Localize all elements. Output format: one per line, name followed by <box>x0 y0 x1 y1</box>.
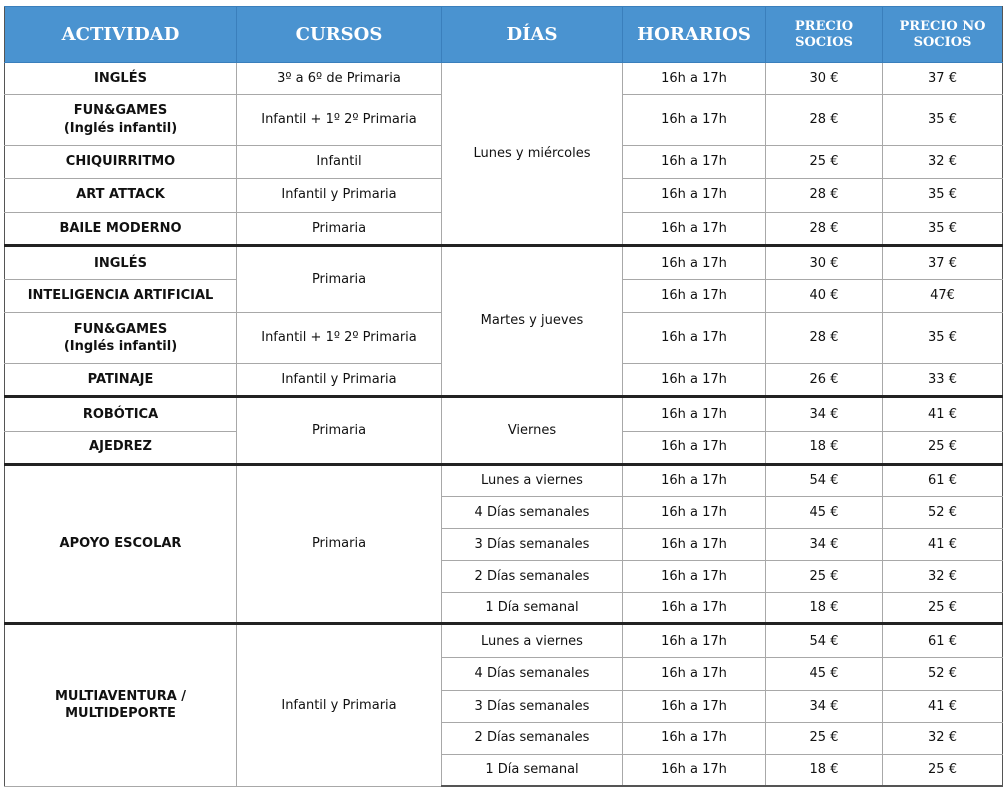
non-member-price-cell: 41 € <box>883 397 1003 432</box>
schedule-cell: 16h a 17h <box>623 246 766 280</box>
schedule-cell: 16h a 17h <box>623 529 766 561</box>
days-cell: Lunes a viernes <box>442 464 623 497</box>
schedule-cell: 16h a 17h <box>623 464 766 497</box>
schedule-cell: 16h a 17h <box>623 313 766 364</box>
activity-cell <box>5 313 237 364</box>
member-price-cell: 25 € <box>766 560 883 592</box>
member-price-cell: 30 € <box>766 246 883 280</box>
courses-cell: Infantil y Primaria <box>237 364 442 397</box>
member-price-cell: 34 € <box>766 397 883 432</box>
schedule-cell: 16h a 17h <box>623 178 766 212</box>
header-precio-no-socios-line1: PRECIO NO <box>899 18 986 34</box>
schedule-cell: 16h a 17h <box>623 146 766 179</box>
non-member-price-cell: 35 € <box>883 178 1003 212</box>
schedule-cell: 16h a 17h <box>623 691 766 723</box>
member-price-cell: 28 € <box>766 94 883 145</box>
schedule-cell: 16h a 17h <box>623 722 766 754</box>
non-member-price-cell: 61 € <box>883 624 1003 658</box>
activity-cell: AJEDREZ <box>5 431 237 464</box>
member-price-cell: 18 € <box>766 431 883 464</box>
schedule-cell: 16h a 17h <box>623 658 766 691</box>
non-member-price-cell: 35 € <box>883 313 1003 364</box>
non-member-price-cell: 37 € <box>883 246 1003 280</box>
schedule-cell: 16h a 17h <box>623 94 766 145</box>
non-member-price-cell: 35 € <box>883 94 1003 145</box>
days-cell: 2 Días semanales <box>442 722 623 754</box>
courses-cell: Infantil + 1º 2º Primaria <box>237 94 442 145</box>
activity-subtitle: (Inglés infantil) <box>63 339 178 355</box>
non-member-price-cell: 32 € <box>883 722 1003 754</box>
non-member-price-cell: 32 € <box>883 560 1003 592</box>
non-member-price-cell: 25 € <box>883 754 1003 786</box>
member-price-cell: 45 € <box>766 658 883 691</box>
table-row <box>5 624 1003 658</box>
member-price-cell: 18 € <box>766 754 883 786</box>
member-price-cell: 18 € <box>766 592 883 624</box>
member-price-cell: 26 € <box>766 364 883 397</box>
non-member-price-cell: 25 € <box>883 592 1003 624</box>
table-row <box>5 63 1003 95</box>
header-actividad: ACTIVIDAD <box>5 7 237 63</box>
activity-cell: INTELIGENCIA ARTIFICIAL <box>5 280 237 313</box>
courses-cell: Infantil y Primaria <box>237 178 442 212</box>
non-member-price-cell: 41 € <box>883 691 1003 723</box>
schedule-cell: 16h a 17h <box>623 431 766 464</box>
member-price-cell: 30 € <box>766 63 883 95</box>
member-price-cell: 34 € <box>766 691 883 723</box>
days-cell: 1 Día semanal <box>442 754 623 786</box>
non-member-price-cell: 33 € <box>883 364 1003 397</box>
schedule-cell: 16h a 17h <box>623 497 766 529</box>
member-price-cell: 54 € <box>766 624 883 658</box>
member-price-cell: 45 € <box>766 497 883 529</box>
member-price-cell: 25 € <box>766 146 883 179</box>
activity-name: FUN&GAMES <box>73 103 168 119</box>
member-price-cell: 34 € <box>766 529 883 561</box>
days-cell: 2 Días semanales <box>442 560 623 592</box>
activity-cell: ART ATTACK <box>5 178 237 212</box>
member-price-cell: 25 € <box>766 722 883 754</box>
days-cell: Martes y jueves <box>442 246 623 397</box>
days-cell: Lunes y miércoles <box>442 63 623 246</box>
header-precio-socios-line2: SOCIOS <box>795 34 853 50</box>
header-precio-no-socios <box>883 7 1003 63</box>
activity-subtitle: (Inglés infantil) <box>63 120 178 136</box>
non-member-price-cell: 37 € <box>883 63 1003 95</box>
activity-cell: ROBÓTICA <box>5 397 237 432</box>
member-price-cell: 40 € <box>766 280 883 313</box>
schedule-cell: 16h a 17h <box>623 212 766 246</box>
activity-cell: PATINAJE <box>5 364 237 397</box>
activity-cell: CHIQUIRRITMO <box>5 146 237 179</box>
non-member-price-cell: 35 € <box>883 212 1003 246</box>
activity-cell <box>5 624 237 786</box>
courses-cell: 3º a 6º de Primaria <box>237 63 442 95</box>
days-cell: 3 Días semanales <box>442 691 623 723</box>
table-row <box>5 397 1003 432</box>
non-member-price-cell: 52 € <box>883 497 1003 529</box>
activity-cell: BAILE MODERNO <box>5 212 237 246</box>
member-price-cell: 28 € <box>766 178 883 212</box>
header-horarios: HORARIOS <box>623 7 766 63</box>
schedule-cell: 16h a 17h <box>623 280 766 313</box>
activity-cell: INGLÉS <box>5 246 237 280</box>
days-cell: 3 Días semanales <box>442 529 623 561</box>
non-member-price-cell: 61 € <box>883 464 1003 497</box>
table-row <box>5 464 1003 497</box>
courses-cell: Primaria <box>237 212 442 246</box>
courses-cell: Infantil y Primaria <box>237 624 442 786</box>
header-precio-no-socios-line2: SOCIOS <box>913 34 972 50</box>
member-price-cell: 28 € <box>766 313 883 364</box>
non-member-price-cell: 25 € <box>883 431 1003 464</box>
activity-cell: INGLÉS <box>5 63 237 95</box>
days-cell: 1 Día semanal <box>442 592 623 624</box>
activities-price-table <box>4 6 1003 787</box>
table-row <box>5 246 1003 280</box>
schedule-cell: 16h a 17h <box>623 560 766 592</box>
schedule-cell: 16h a 17h <box>623 754 766 786</box>
activity-cell: APOYO ESCOLAR <box>5 464 237 624</box>
courses-cell: Primaria <box>237 397 442 465</box>
activity-name: MULTIAVENTURA / <box>54 688 187 704</box>
non-member-price-cell: 32 € <box>883 146 1003 179</box>
courses-cell: Primaria <box>237 246 442 313</box>
header-precio-socios-line1: PRECIO <box>794 18 854 34</box>
schedule-cell: 16h a 17h <box>623 364 766 397</box>
courses-cell: Infantil <box>237 146 442 179</box>
schedule-cell: 16h a 17h <box>623 397 766 432</box>
non-member-price-cell: 47€ <box>883 280 1003 313</box>
header-row <box>5 7 1003 63</box>
days-cell: 4 Días semanales <box>442 658 623 691</box>
member-price-cell: 28 € <box>766 212 883 246</box>
schedule-cell: 16h a 17h <box>623 624 766 658</box>
days-cell: 4 Días semanales <box>442 497 623 529</box>
days-cell: Lunes a viernes <box>442 624 623 658</box>
activity-name: FUN&GAMES <box>73 321 168 337</box>
non-member-price-cell: 41 € <box>883 529 1003 561</box>
courses-cell: Primaria <box>237 464 442 624</box>
header-cursos: CURSOS <box>237 7 442 63</box>
schedule-cell: 16h a 17h <box>623 592 766 624</box>
header-precio-socios <box>766 7 883 63</box>
days-cell: Viernes <box>442 397 623 465</box>
activity-name-line2: MULTIDEPORTE <box>65 706 176 722</box>
member-price-cell: 54 € <box>766 464 883 497</box>
schedule-cell: 16h a 17h <box>623 63 766 95</box>
header-dias: DÍAS <box>442 7 623 63</box>
activity-cell <box>5 94 237 145</box>
courses-cell: Infantil + 1º 2º Primaria <box>237 313 442 364</box>
non-member-price-cell: 52 € <box>883 658 1003 691</box>
